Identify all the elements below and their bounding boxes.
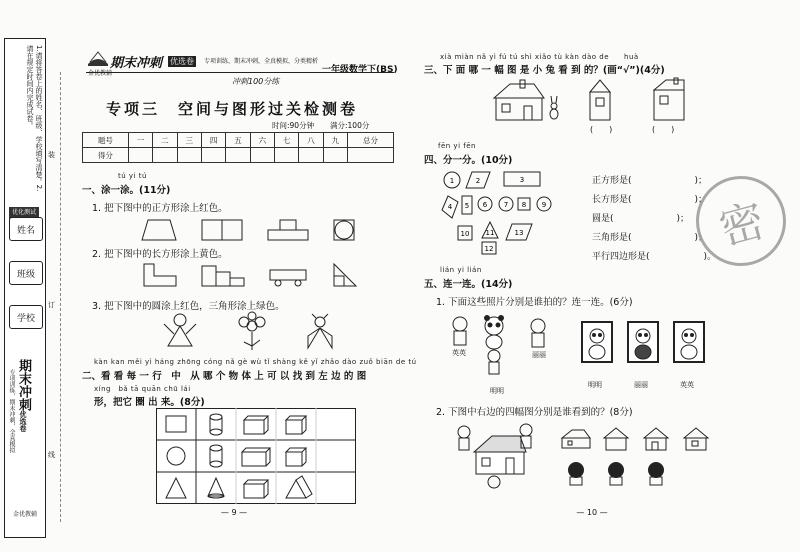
shape-8-square: [518, 198, 530, 210]
s3-answer-1[interactable]: ( ): [590, 125, 613, 134]
flower-figure: [239, 312, 265, 350]
s4-parallelogram-answer[interactable]: 平行四边形是( )。: [592, 252, 717, 262]
score-cell[interactable]: [299, 148, 323, 163]
s4-title: 四、分一分。(10分): [424, 155, 513, 166]
score-cell[interactable]: [275, 148, 299, 163]
bind-mark-2: 订: [48, 301, 55, 309]
view-1-house: [562, 430, 590, 448]
score-col: 七: [275, 133, 299, 148]
stacked-blocks-figure: [268, 220, 308, 240]
brand-name: 金优教辅: [88, 70, 113, 77]
shape-3-rectangle: [504, 172, 540, 186]
shape-6-circle: [478, 197, 492, 211]
butterfly-figure: [308, 314, 332, 348]
svg-text:2: 2: [475, 177, 481, 185]
confidential-stamp: 密: [686, 166, 796, 276]
binding-notes: 1.请将答卷上的姓名、班级、学校填写清楚。2.请在规定时间内完成试卷。: [26, 45, 43, 192]
score-cell[interactable]: [177, 148, 201, 163]
target-label: 冲刺100分练: [232, 77, 280, 86]
s3-answer-2[interactable]: ( ): [652, 125, 675, 134]
s5-left-name-1: 英英: [452, 349, 466, 357]
svg-text:12: 12: [484, 245, 494, 253]
s2-pinyin-2: xíng bǎ tā quān chū lái: [94, 385, 191, 393]
school-field[interactable]: 学校: [9, 305, 43, 329]
brand-badge: 优化测试: [9, 207, 39, 219]
s5-right-name-3: 英英: [680, 381, 694, 389]
svg-text:9: 9: [541, 201, 547, 209]
narrow-house-front: [590, 80, 610, 120]
s1-q1: 1. 把下图中的正方形涂上红色。: [92, 203, 228, 214]
s1-q2: 2. 把下图中的长方形涂上黄色。: [92, 249, 228, 260]
shape-2-parallelogram: [466, 172, 490, 188]
triangle-rect-figure: [334, 264, 356, 286]
bottom-slogan: 专项训练，期末冲刺，全真模拟: [8, 369, 15, 453]
angel-figure: [164, 314, 196, 346]
s5-photo-frames: [580, 320, 710, 364]
photo-frame-3: [674, 322, 704, 362]
bind-mark-3: 线: [48, 451, 55, 459]
child-back-1: [568, 462, 584, 485]
trapezoid-figure: [142, 220, 176, 240]
bind-mark-1: 装: [48, 151, 55, 159]
page-number-left: — 9 —: [220, 508, 248, 517]
child-top-left: [458, 426, 470, 450]
s4-triangle-answer[interactable]: 三角形是( )；: [592, 233, 708, 243]
child-mingming: [488, 350, 500, 374]
score-row-label: 得分: [83, 148, 129, 163]
page-title: 专项三 空间与图形过关检测卷: [106, 100, 359, 118]
L-shape-figure: [144, 264, 176, 286]
svg-text:1: 1: [449, 177, 455, 185]
score-col: 二: [153, 133, 177, 148]
grade-label: 一年级数学下(BS): [322, 65, 398, 75]
view-4-house: [684, 428, 708, 450]
s5-q2-scene: [452, 422, 542, 492]
shape-11-triangle: [482, 222, 498, 238]
svg-text:7: 7: [503, 201, 509, 209]
name-field[interactable]: 姓名: [9, 217, 43, 241]
child-yingying: [453, 317, 467, 345]
house-with-chimney: [494, 80, 544, 120]
shape-5-rectangle: [462, 196, 472, 214]
s1-title: 一、涂一涂。(11分): [82, 185, 171, 196]
cart-figure: [270, 270, 306, 286]
s5-left-name-3: 明明: [490, 387, 504, 395]
svg-text:11: 11: [485, 229, 495, 237]
child-lili: [531, 319, 545, 347]
s2-line-2: 形，把它 圈 出 来。(8分): [94, 397, 205, 408]
s1-pinyin: tú yi tú: [118, 172, 147, 180]
class-field[interactable]: 班级: [9, 261, 43, 285]
svg-text:6: 6: [482, 201, 488, 209]
s5-q1: 1. 下面这些照片分别是谁拍的？连一连。(6分): [436, 297, 633, 308]
s2-grid: [156, 408, 356, 504]
score-col-total: 总分: [348, 133, 394, 148]
child-back-2: [608, 462, 624, 485]
time-limit: 时间:90分钟: [272, 121, 315, 130]
score-col: 五: [226, 133, 250, 148]
svg-text:8: 8: [521, 201, 527, 209]
shape-1-circle: [444, 172, 460, 188]
s5-right-name-2: 丽丽: [634, 381, 648, 389]
view-3-house: [644, 428, 668, 450]
score-table-header-row: [83, 133, 394, 148]
score-table-score-row: [83, 148, 394, 163]
svg-text:10: 10: [460, 230, 470, 238]
score-col: 一: [128, 133, 152, 148]
panda-figure: [484, 315, 504, 349]
cut-line: [60, 72, 61, 522]
child-bottom: [488, 476, 500, 488]
s4-rectangle-answer[interactable]: 长方形是( )；: [592, 195, 708, 205]
s1-q3-figures: [160, 312, 360, 354]
photo-frame-2: [628, 322, 658, 362]
rabbit-icon: [550, 96, 558, 119]
s5-q2-views: [560, 426, 730, 486]
child-back-3: [648, 462, 664, 485]
score-cell[interactable]: [153, 148, 177, 163]
shape-7-circle: [499, 197, 513, 211]
s1-q1-figures: [140, 216, 390, 242]
page-number-right: — 10 —: [576, 508, 608, 517]
s3-pictures: [490, 78, 710, 122]
logo-title: 期末冲刺: [110, 56, 163, 71]
svg-text:13: 13: [514, 229, 524, 237]
s3-pinyin: xià miàn nǎ yì fú tú shì xiǎo tù kàn dào de huà: [440, 53, 639, 61]
logo-tag: 优选卷: [170, 57, 194, 66]
s5-title: 五、连一连。(14分): [424, 279, 513, 290]
shape-13-parallelogram: [506, 224, 532, 240]
svg-text:3: 3: [519, 176, 525, 184]
score-cell[interactable]: [201, 148, 225, 163]
bottom-brand: 金优教辅: [12, 511, 37, 518]
house-center: [474, 436, 526, 474]
score-col: 三: [177, 133, 201, 148]
header-rule: [86, 72, 394, 73]
shape-10-square: [458, 226, 472, 240]
score-cell[interactable]: [128, 148, 152, 163]
shape-12-square: [482, 242, 496, 254]
logo-book-icon: [88, 50, 108, 66]
shape-9-circle: [537, 197, 551, 211]
score-cell[interactable]: [226, 148, 250, 163]
squares-figure: [202, 220, 242, 240]
s2-pinyin-1: kàn kan měi yì háng zhōng cóng nǎ gè wù tǐ shàng kě yǐ zhǎo dào zuǒ biān de tú: [94, 358, 417, 366]
s4-square-answer[interactable]: 正方形是( )；: [592, 176, 708, 186]
score-col: 六: [250, 133, 274, 148]
bottom-logo: 期末冲刺优选卷: [16, 359, 31, 432]
s5-children-panda-scene: [446, 314, 556, 374]
svg-text:4: 4: [447, 203, 453, 211]
binding-strip: [4, 38, 46, 538]
s2-line-1: 二、看 看 每 一 行 中 从 哪 个 物 体 上 可 以 找 到 左 边 的 图: [82, 371, 367, 382]
header-slogan: 专项训练，期末冲刺，全真模拟，分类精析: [204, 58, 319, 65]
s5-right-name-1: 明明: [588, 381, 602, 389]
s4-pinyin: fēn yi fēn: [438, 142, 476, 150]
svg-text:5: 5: [464, 202, 470, 210]
score-col: 四: [201, 133, 225, 148]
shape-4-parallelogram: [442, 196, 458, 218]
square-circle-figure: [334, 220, 354, 240]
s3-title: 三、下 面 哪 一 幅 图 是 小 兔 看 到 的？(画“√”)(4分): [424, 65, 665, 76]
s1-q3: 3. 把下图中的圆涂上红色，三角形涂上绿色。: [92, 301, 285, 312]
s4-shapes: [440, 170, 560, 254]
score-col: 八: [299, 133, 323, 148]
score-cell[interactable]: [323, 148, 347, 163]
s5-pinyin: lián yi lián: [440, 266, 482, 274]
score-col-label: 题号: [83, 133, 129, 148]
s5-q2: 2. 下图中右边的四幅图分别是谁看到的？(8分): [436, 407, 633, 418]
s4-circle-answer[interactable]: 圆是( )；: [592, 214, 690, 224]
score-table: [82, 132, 394, 163]
steps-figure: [202, 266, 244, 286]
full-score: 满分:100分: [330, 121, 370, 130]
view-2-house: [604, 428, 628, 450]
s1-q2-figures: [140, 262, 390, 288]
score-cell[interactable]: [348, 148, 394, 163]
photo-frame-1: [582, 322, 612, 362]
s5-left-name-2: 丽丽: [532, 351, 546, 359]
house-side-view: [654, 78, 684, 120]
score-cell[interactable]: [250, 148, 274, 163]
score-col: 九: [323, 133, 347, 148]
